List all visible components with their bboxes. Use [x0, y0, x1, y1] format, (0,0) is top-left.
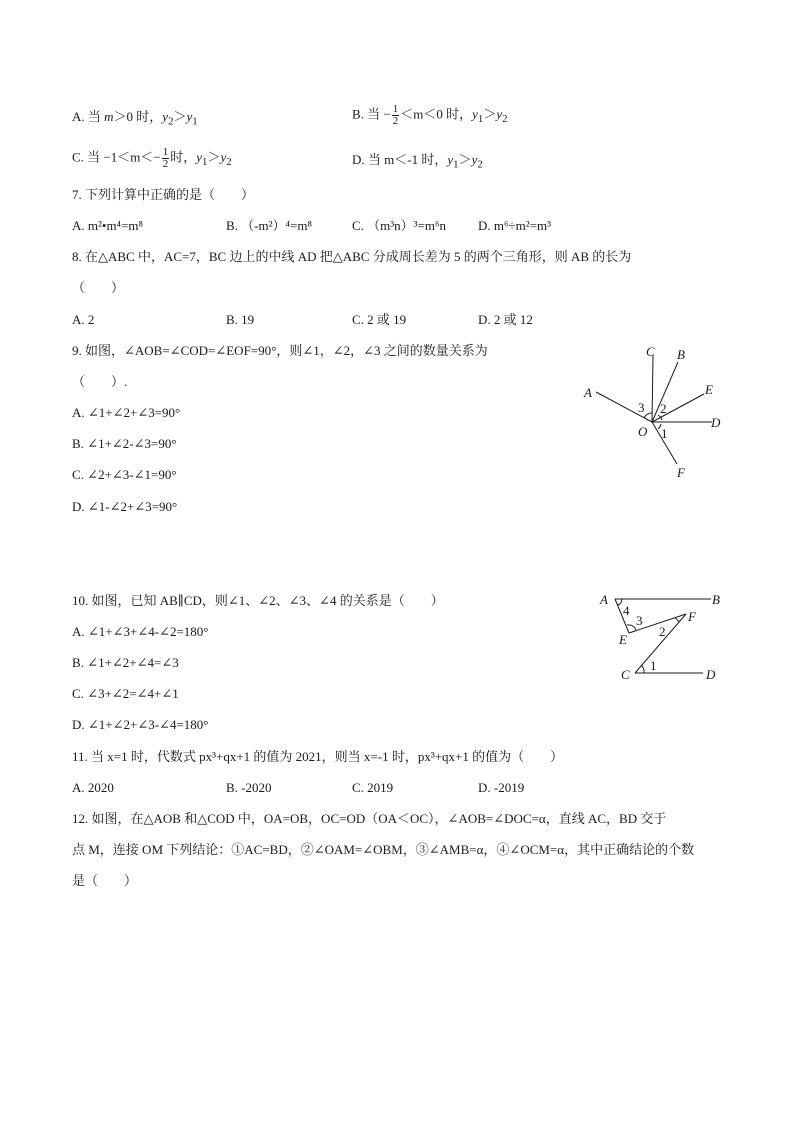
- q10-stem: 10. 如图，已知 AB∥CD，则∠1、∠2、∠3、∠4 的关系是（ ）: [72, 593, 444, 608]
- q9-option-b: B. ∠1+∠2-∠3=90°: [72, 436, 177, 451]
- fig-angle-2: 2: [660, 401, 667, 416]
- q6-option-b: B. 当 − $\frac{1}{2}$ ＜m＜0 时，$y_1>y_2$: [352, 103, 508, 127]
- q11-option-d: D. -2019: [478, 780, 525, 795]
- q11-stem: 11. 当 x=1 时，代数式 px³+qx+1 的值为 2021，则当 x=-1 时，px³+qx+1 的值为（ ）: [72, 749, 564, 764]
- fig-label-f: F: [677, 465, 685, 480]
- q7-stem: 7. 下列计算中正确的是（ ）: [72, 187, 255, 202]
- q7-option-c: C. （m³n）³=m⁶n: [352, 218, 447, 233]
- q9-paren: （ ）.: [72, 374, 128, 389]
- fig-label-d: D: [706, 667, 716, 682]
- fig-label-b: B: [677, 347, 685, 362]
- q6-option-d: D. 当 m＜-1 时，$y_1>y_2$: [352, 152, 483, 171]
- q12-line-2: 点 M，连接 OM 下列结论：①AC=BD，②∠OAM=∠OBM，③∠AMB=α，④∠OCM=α，其中正确结论的个数: [72, 842, 695, 857]
- fig-label-f: F: [688, 609, 696, 624]
- q10-option-b: B. ∠1+∠2+∠4=∠3: [72, 655, 179, 670]
- q6-option-c: C. 当 −1＜m＜− $\frac{1}{2}$ 时，$y_1>y_2$: [72, 146, 232, 170]
- q8-option-b: B. 19: [226, 312, 255, 327]
- fig-label-c: C: [621, 667, 630, 682]
- q9-option-a: A. ∠1+∠2+∠3=90°: [72, 405, 181, 420]
- q12-line-3: 是（ ）: [72, 873, 138, 888]
- q11-option-a: A. 2020: [72, 780, 114, 795]
- q8-stem: 8. 在△ABC 中，AC=7，BC 边上的中线 AD 把△ABC 分成周长差为 5 的两个三角形，则 AB 的长为: [72, 249, 632, 264]
- fig-label-e: E: [705, 382, 713, 397]
- q9-option-c: C. ∠2+∠3-∠1=90°: [72, 467, 177, 482]
- q11-option-c: C. 2019: [352, 780, 394, 795]
- q9-stem: 9. 如图，∠AOB=∠COD=∠EOF=90°，则∠1，∠2，∠3 之间的数量关系为: [72, 343, 488, 358]
- q10-parallel-figure: [595, 588, 735, 688]
- fig-label-o: O: [638, 424, 648, 439]
- q10-option-a: A. ∠1+∠3+∠4-∠2=180°: [72, 624, 209, 639]
- q8-option-c: C. 2 或 19: [352, 312, 407, 327]
- q10-option-d: D. ∠1+∠2+∠3-∠4=180°: [72, 717, 209, 732]
- q11-option-b: B. -2020: [226, 780, 272, 795]
- fig-label-a: A: [600, 592, 608, 607]
- q8-option-a: A. 2: [72, 312, 95, 327]
- q8-option-d: D. 2 或 12: [478, 312, 533, 327]
- fig-angle-3: 3: [636, 613, 643, 628]
- fraction: $\frac{1}{2}$: [392, 103, 399, 127]
- fig-label-e: E: [619, 632, 627, 647]
- fig-label-c: C: [646, 344, 655, 359]
- fig-label-a: A: [584, 385, 592, 400]
- q7-option-b: B. （-m²）⁴=m⁸: [226, 218, 313, 233]
- fig-angle-1: 1: [650, 658, 657, 673]
- fig-angle-4: 4: [623, 603, 630, 618]
- q6-option-a: A. 当 m＞0 时，$y_2>y_1$: [72, 109, 198, 128]
- q7-option-a: A. m²•m⁴=m⁸: [72, 218, 144, 233]
- q9-angle-figure: [578, 342, 738, 482]
- fig-angle-2: 2: [659, 624, 666, 639]
- q9-option-d: D. ∠1-∠2+∠3=90°: [72, 499, 178, 514]
- fig-label-b: B: [712, 592, 720, 607]
- fig-angle-3: 3: [638, 400, 645, 415]
- fig-angle-1: 1: [661, 426, 668, 441]
- q7-option-d: D. m⁶÷m²=m³: [478, 218, 552, 233]
- q8-paren: （ ）: [72, 280, 125, 295]
- q12-line-1: 12. 如图，在△AOB 和△COD 中，OA=OB，OC=OD（OA＜OC），∠AOB=∠DOC=α，直线 AC，BD 交于: [72, 811, 667, 826]
- q10-option-c: C. ∠3+∠2=∠4+∠1: [72, 686, 179, 701]
- fraction: $\frac{1}{2}$: [162, 146, 169, 170]
- fig-label-d: D: [711, 415, 721, 430]
